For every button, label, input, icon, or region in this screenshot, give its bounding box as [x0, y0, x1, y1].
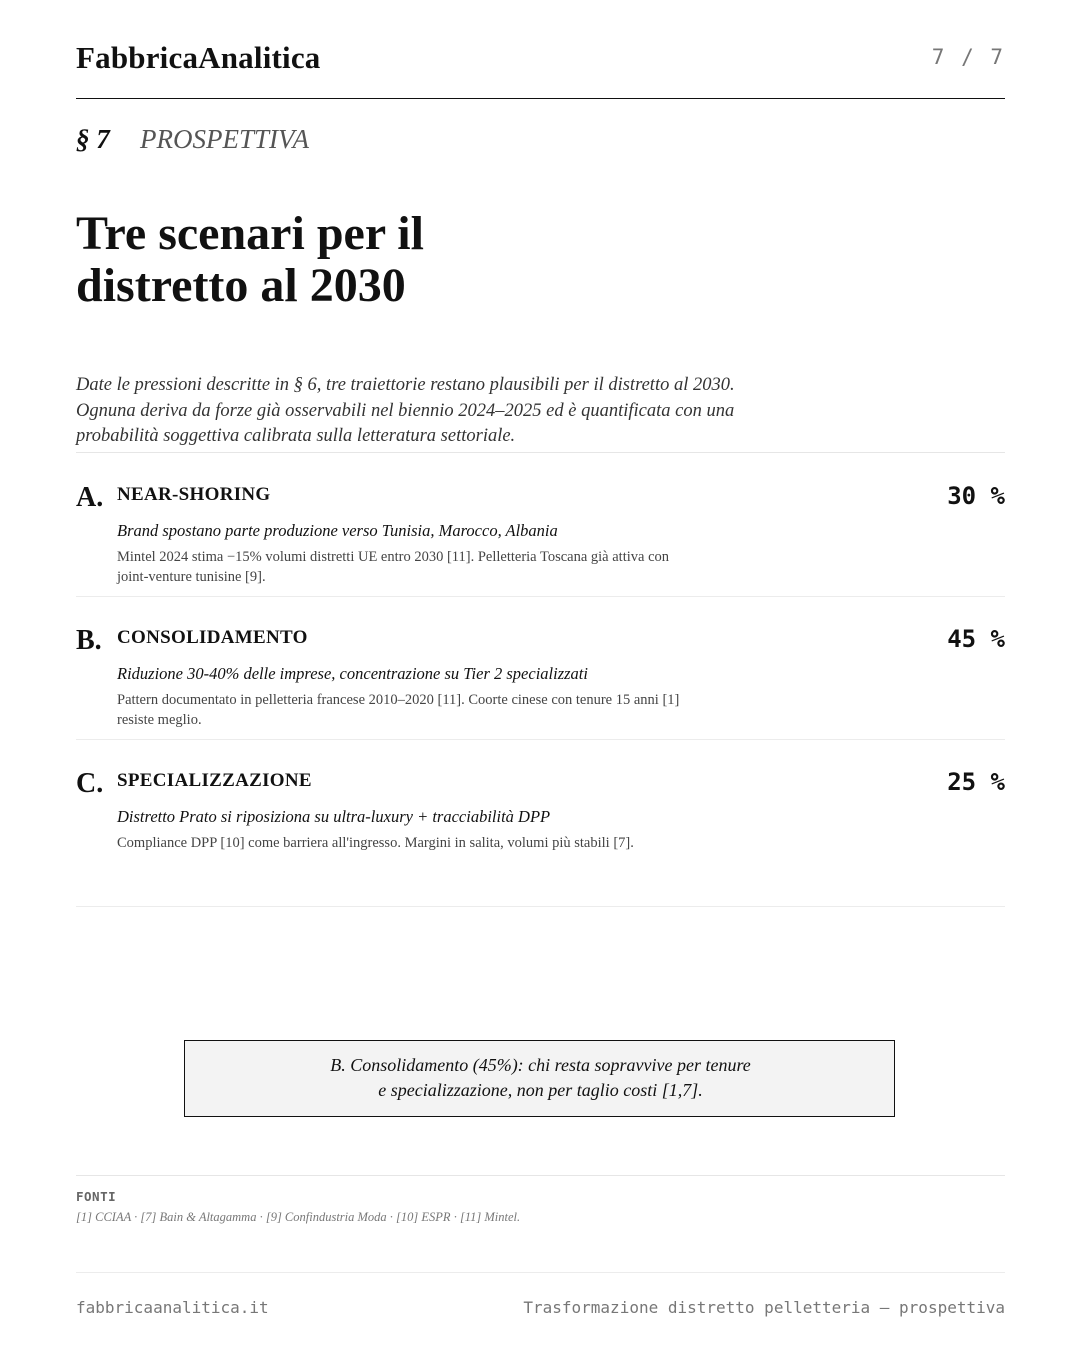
scenario-name: NEAR-SHORING [117, 484, 271, 505]
page-indicator: 7 / 7 [931, 45, 1005, 69]
page-header [76, 40, 1005, 80]
scenario-specializzazione [76, 739, 1005, 907]
scenario-subtitle: Brand spostano parte produzione verso Tunisia, Marocco, Albania [117, 521, 558, 540]
scenario-subtitle: Riduzione 30-40% delle imprese, concentrazione su Tier 2 specializzati [117, 664, 588, 683]
sources-list: [1] CCIAA · [7] Bain & Altagamma · [9] Confindustria Moda · [10] ESPR · [11] Mintel. [76, 1210, 521, 1224]
section-label: PROSPETTIVA [140, 124, 309, 154]
scenario-name: SPECIALIZZAZIONE [117, 770, 312, 791]
callout-text [185, 1053, 896, 1103]
scenario-probability: 45 % [947, 625, 1005, 653]
scenario-description: Mintel 2024 stima −15% volumi distretti UE entro 2030 [11]. Pelletteria Toscana già attiva con joint-venture tunisine [9]. [117, 549, 670, 585]
sources-label: FONTI [76, 1189, 117, 1204]
scenario-probability: 30 % [947, 482, 1005, 510]
scenario-probability: 25 % [947, 768, 1005, 796]
footer-report-name: Trasformazione distretto pelletteria — prospettiva [523, 1298, 1005, 1317]
page-title [76, 208, 596, 312]
intro-paragraph: Date le pressioni descritte in § 6, tre traiettorie restano plausibili per il distretto al 2030. Ognuna deriva da forze già osservabili nel biennio 2024–2025 ed è quantificata con una probabilità soggettiva calibrata sulla letteratura settoriale. [76, 375, 735, 446]
page-title-line-2: distretto al 2030 [76, 259, 406, 312]
page [76, 0, 1005, 1350]
scenario-letter: A. [76, 482, 104, 513]
section-number: § 7 [76, 124, 110, 154]
page-title-line-1: Tre scenari per il [76, 207, 424, 260]
callout-line-2: e specializzazione, non per taglio costi [1,7]. [378, 1080, 703, 1100]
footer-site: fabbricaanalitica.it [76, 1298, 269, 1317]
brand-logo-text: FabbricaAnalitica [76, 40, 321, 75]
callout-line-1: B. Consolidamento (45%): chi resta sopravvive per tenure [330, 1055, 751, 1075]
scenario-description: Compliance DPP [10] come barriera all'ingresso. Margini in salita, volumi più stabili [7]. [117, 835, 634, 851]
scenario-letter: C. [76, 768, 104, 799]
key-takeaway-callout [184, 1040, 895, 1117]
scenario-near-shoring [76, 453, 1005, 597]
scenario-letter: B. [76, 625, 102, 656]
scenario-description: Pattern documentato in pelletteria francese 2010–2020 [11]. Coorte cinese con tenure 15 anni [1] resiste meglio. [117, 692, 680, 728]
sources-divider [76, 1175, 1005, 1176]
header-divider [76, 98, 1005, 99]
footer-divider [76, 1272, 1005, 1273]
scenario-subtitle: Distretto Prato si riposiziona su ultra-luxury + tracciabilità DPP [117, 807, 551, 826]
scenario-consolidamento [76, 596, 1005, 740]
scenario-name: CONSOLIDAMENTO [117, 627, 308, 648]
